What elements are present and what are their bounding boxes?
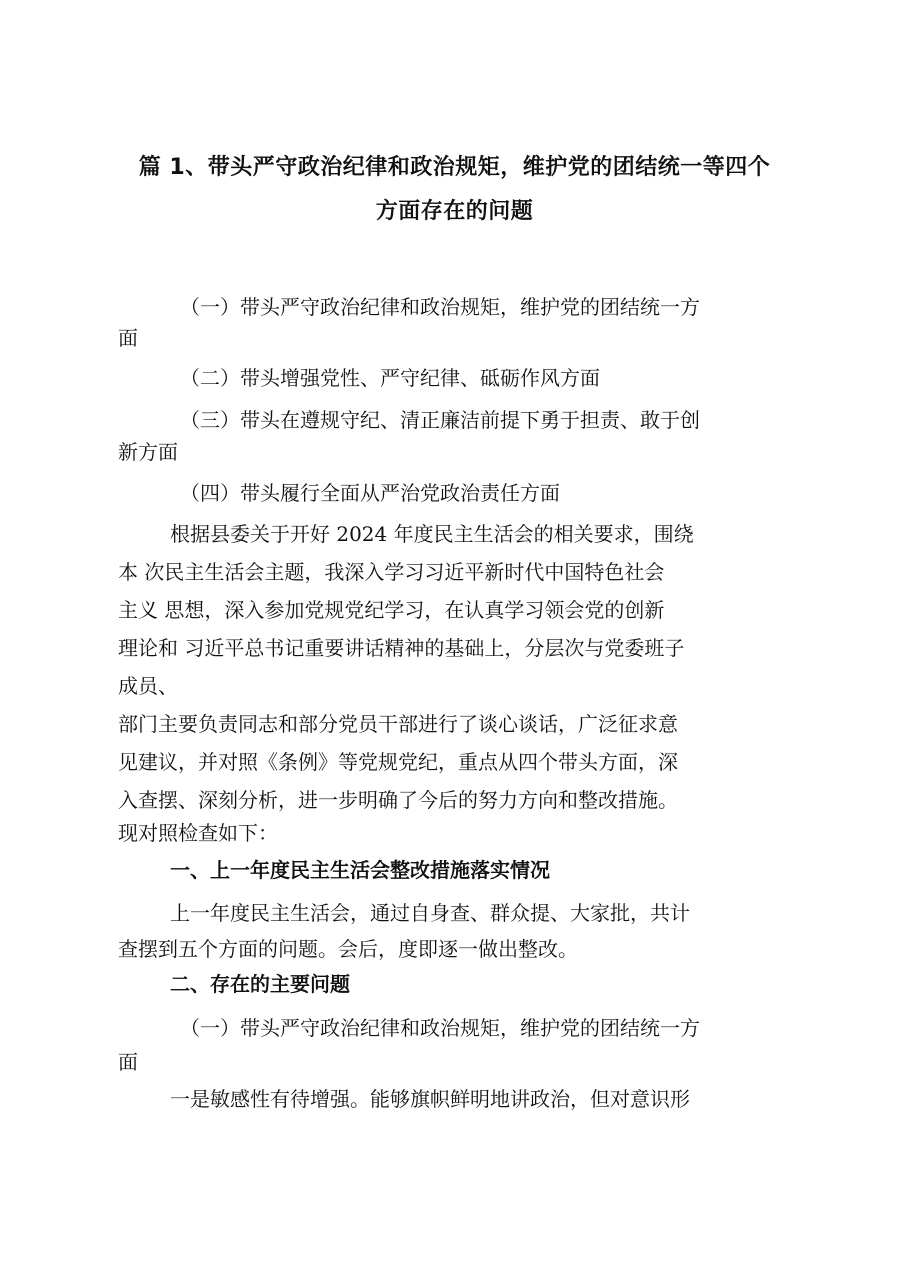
section-1-line-1: 上一年度民主生活会，通过自身查、群众提、大家批，共计 [170, 901, 690, 925]
intro-line-2: 本 次民主生活会主题，我深入学习习近平新时代中国特色社会 [118, 560, 665, 584]
intro-line-6: 部门主要负责同志和部分党员干部进行了谈心谈话，广泛征求意 [118, 712, 678, 736]
intro-line-8: 入查摆、深刻分析，进一步明确了今后的努力方向和整改措施。 [118, 788, 678, 812]
section-1-line-2: 查摆到五个方面的问题。会后，度即逐一做出整改。 [118, 937, 578, 961]
item-1-line-1: （一）带头严守政治纪律和政治规矩，维护党的团结统一方 [180, 295, 700, 319]
section-2-subheading-line-1: （一）带头严守政治纪律和政治规矩，维护党的团结统一方 [180, 1016, 700, 1040]
intro-line-9: 现对照检查如下： [118, 821, 278, 845]
section-2-subheading-line-2: 面 [118, 1050, 138, 1074]
intro-line-7: 见建议，并对照《条例》等党规党纪，重点从四个带头方面，深 [118, 750, 678, 774]
intro-line-3: 主义 思想，深入参加党规党纪学习，在认真学习领会党的创新 [118, 598, 665, 622]
section-2-paragraph-1: 一是敏感性有待增强。能够旗帜鲜明地讲政治，但对意识形 [170, 1087, 690, 1111]
item-1-line-2: 面 [118, 326, 138, 350]
section-2-heading: 二、存在的主要问题 [170, 972, 350, 996]
section-1-heading: 一、上一年度民主生活会整改措施落实情况 [170, 858, 550, 882]
intro-line-1: 根据县委关于开好 2024 年度民主生活会的相关要求，围绕 [170, 522, 694, 546]
intro-line-4: 理论和 习近平总书记重要讲话精神的基础上，分层次与党委班子 [118, 636, 685, 660]
item-3-line-2: 新方面 [118, 440, 178, 464]
item-4: （四）带头履行全面从严治党政治责任方面 [180, 481, 560, 505]
document-title-line-1: 篇 1、带头严守政治纪律和政治规矩，维护党的团结统一等四个 [138, 155, 771, 180]
item-2: （二）带头增强党性、严守纪律、砥砺作风方面 [180, 366, 600, 390]
item-3-line-1: （三）带头在遵规守纪、清正廉洁前提下勇于担责、敢于创 [180, 408, 700, 432]
document-title-line-2: 方面存在的问题 [375, 199, 534, 224]
intro-line-5: 成员、 [118, 674, 178, 698]
